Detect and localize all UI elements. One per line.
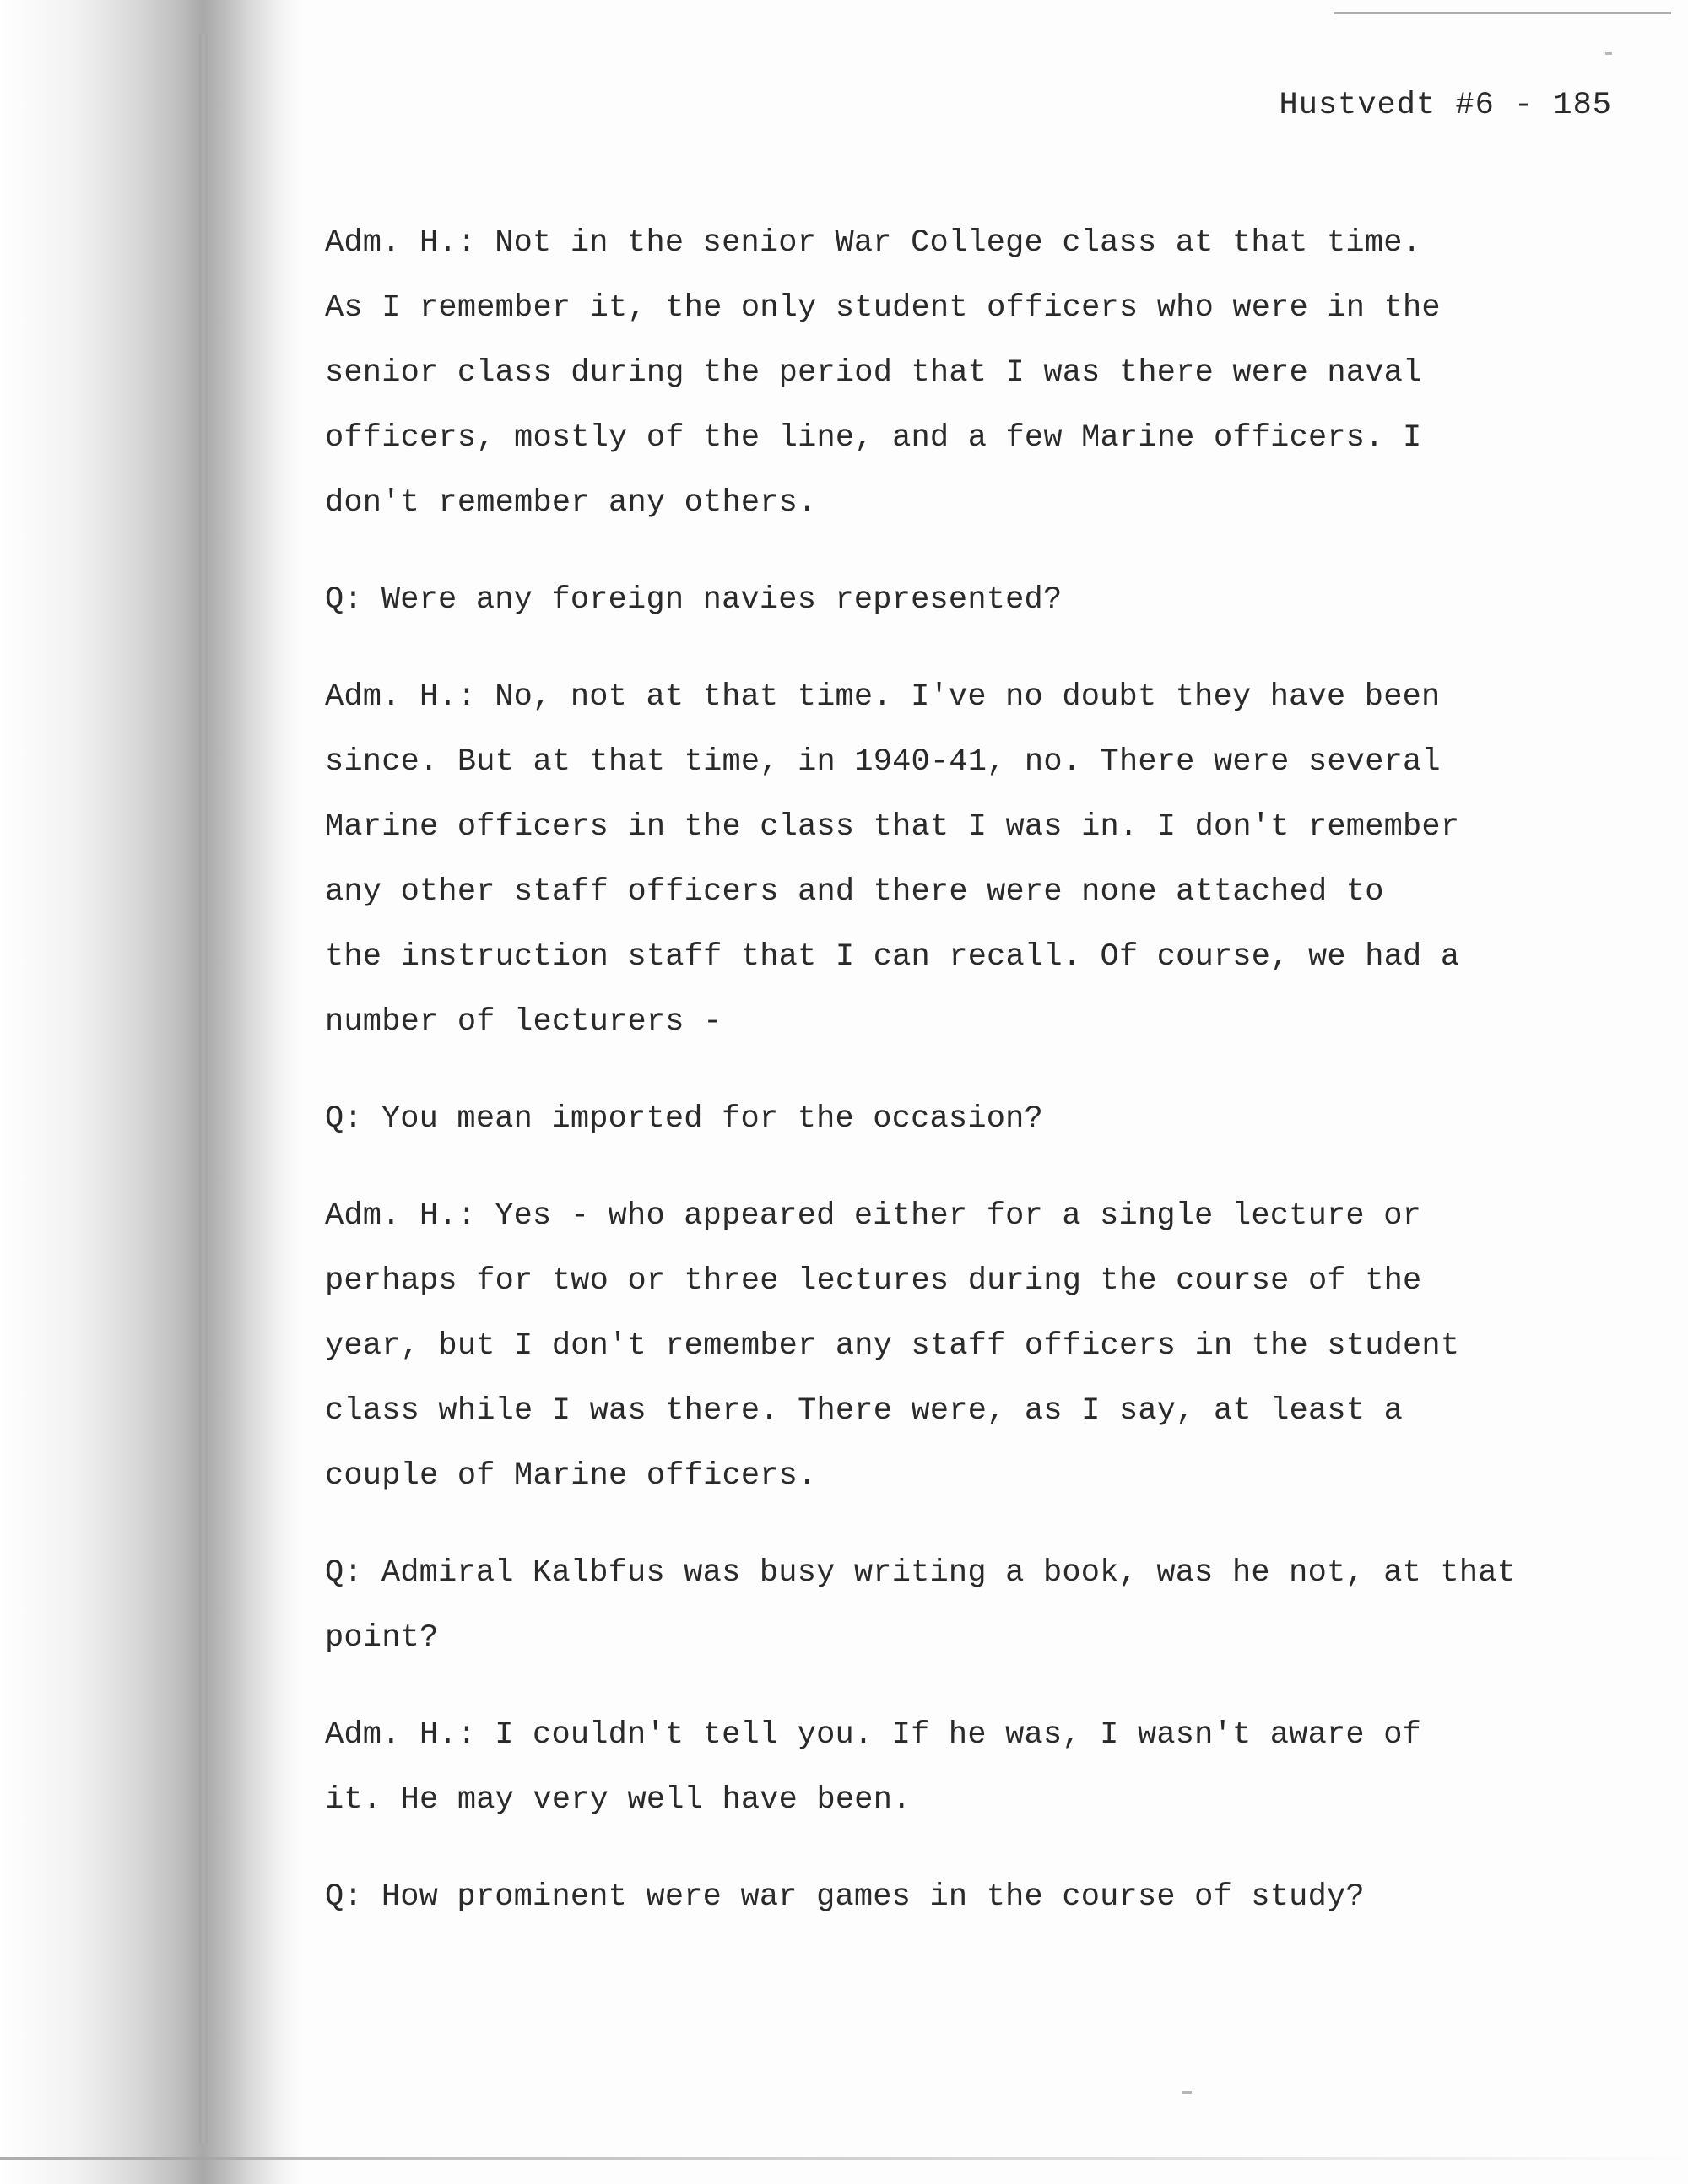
transcript-line — [325, 471, 1625, 536]
speaker-label: Adm. H.: — [325, 1198, 477, 1234]
stray-mark — [1182, 2091, 1192, 2094]
transcript-line — [325, 406, 1625, 471]
transcript-line — [325, 341, 1625, 406]
transcript-entry — [325, 568, 1625, 633]
transcript-line — [325, 1444, 1625, 1509]
line-text: Were any foreign navies represented? — [381, 582, 1063, 618]
speaker-label: Q: — [325, 1101, 363, 1137]
line-text: year, but I don't remember any staff officers in the student — [325, 1328, 1460, 1364]
transcript-line — [325, 1703, 1625, 1768]
transcript-line — [325, 1249, 1625, 1314]
line-text: point? — [325, 1620, 439, 1656]
transcript-entry — [325, 211, 1625, 536]
line-text: since. But at that time, in 1940-41, no. There were several — [325, 744, 1441, 780]
bottom-edge-mark — [0, 2157, 1688, 2160]
transcript-line — [325, 990, 1625, 1055]
transcript-line — [325, 211, 1625, 276]
page-number-header: Hustvedt #6 - 185 — [1279, 88, 1612, 123]
transcript-line — [325, 276, 1625, 341]
transcript-line — [325, 665, 1625, 730]
line-text: it. He may very well have been. — [325, 1782, 912, 1818]
line-text: How prominent were war games in the course of study? — [381, 1879, 1365, 1915]
line-text: couple of Marine officers. — [325, 1458, 817, 1494]
transcript-line — [325, 1606, 1625, 1671]
binding-crease — [199, 34, 208, 2143]
top-edge-mark — [1334, 12, 1671, 14]
transcript-line — [325, 1768, 1625, 1833]
transcript-line — [325, 1379, 1625, 1444]
speaker-label: Q: — [325, 582, 363, 618]
transcript-entry — [325, 1087, 1625, 1152]
line-text: I couldn't tell you. If he was, I wasn't aware of — [495, 1717, 1422, 1753]
speaker-label: Adm. H.: — [325, 225, 477, 261]
line-text: As I remember it, the only student officers who were in the — [325, 290, 1441, 326]
line-text: No, not at that time. I've no doubt they have been — [495, 679, 1441, 715]
line-text: don't remember any others. — [325, 485, 817, 521]
transcript-line — [325, 1087, 1625, 1152]
line-text: Yes - who appeared either for a single lecture or — [495, 1198, 1422, 1234]
line-text: class while I was there. There were, as I say, at least a — [325, 1393, 1404, 1429]
transcript-entry — [325, 1184, 1625, 1509]
speaker-label: Adm. H.: — [325, 1717, 477, 1753]
binding-shadow — [0, 0, 304, 2184]
line-text: Not in the senior War College class at that time. — [495, 225, 1422, 261]
transcript-line — [325, 568, 1625, 633]
transcript-line — [325, 860, 1625, 925]
transcript-entry — [325, 665, 1625, 1055]
line-text: You mean imported for the occasion? — [381, 1101, 1043, 1137]
line-text: number of lecturers - — [325, 1004, 722, 1040]
transcript-entry — [325, 1865, 1625, 1930]
transcript-entry — [325, 1703, 1625, 1833]
transcript-line — [325, 925, 1625, 990]
transcript-line — [325, 1541, 1625, 1606]
line-text: any other staff officers and there were none attached to — [325, 874, 1384, 910]
stray-mark — [1605, 52, 1612, 55]
transcript-line — [325, 795, 1625, 860]
speaker-label: Adm. H.: — [325, 679, 477, 715]
transcript-entry — [325, 1541, 1625, 1671]
transcript-line — [325, 1184, 1625, 1249]
speaker-label: Q: — [325, 1879, 363, 1915]
transcript-line — [325, 1314, 1625, 1379]
line-text: senior class during the period that I was there were naval — [325, 355, 1422, 391]
line-text: the instruction staff that I can recall. Of course, we had a — [325, 939, 1460, 975]
line-text: officers, mostly of the line, and a few Marine officers. I — [325, 420, 1422, 456]
transcript-line — [325, 1865, 1625, 1930]
speaker-label: Q: — [325, 1555, 363, 1591]
line-text: Admiral Kalbfus was busy writing a book, was he not, at that — [381, 1555, 1517, 1591]
transcript-body — [325, 211, 1625, 1962]
line-text: Marine officers in the class that I was in. I don't remember — [325, 809, 1460, 845]
transcript-line — [325, 730, 1625, 795]
line-text: perhaps for two or three lectures during the course of the — [325, 1263, 1422, 1299]
